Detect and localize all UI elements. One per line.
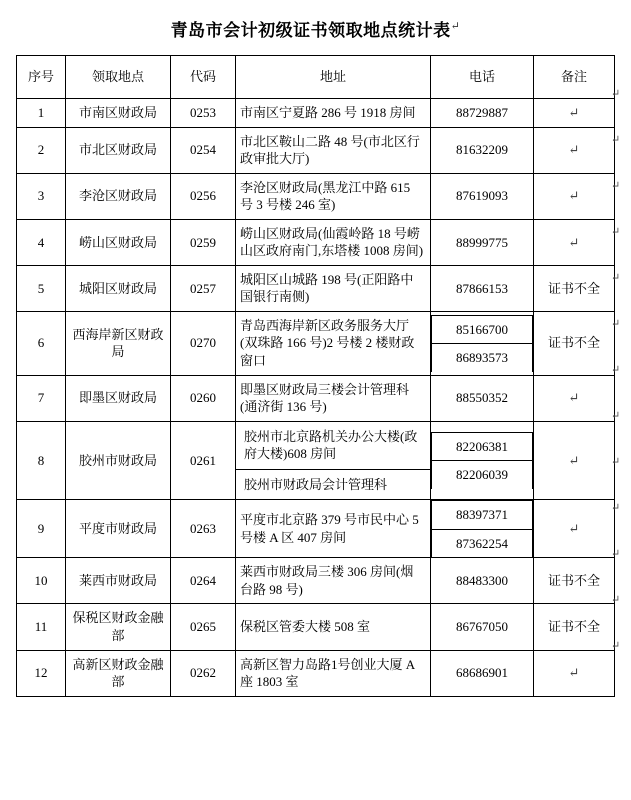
table-row [17, 604, 615, 650]
paragraph-mark: ↵ [611, 318, 621, 330]
cell-phone: 68686901 [431, 650, 534, 696]
cell-phone: 82206381 [432, 432, 533, 461]
cell-no: 2 [17, 127, 66, 173]
table-row [17, 99, 615, 128]
table-row [17, 311, 615, 375]
cell-no: 7 [17, 375, 66, 421]
cell-address: 保税区管委大楼 508 室 [236, 604, 431, 650]
page-title [0, 16, 631, 41]
cell-location: 莱西市财政局 [66, 558, 171, 604]
cell-address: 即墨区财政局三楼会计管理科(通济街 136 号) [236, 375, 431, 421]
paragraph-mark: ↵ [611, 226, 621, 238]
cell-location: 李沧区财政局 [66, 173, 171, 219]
paragraph-mark: ↵ [611, 640, 621, 652]
cell-location: 市北区财政局 [66, 127, 171, 173]
cell-location: 市南区财政局 [66, 99, 171, 128]
cell-address: 李沧区财政局(黑龙江中路 615 号 3 号楼 246 室) [236, 173, 431, 219]
cell-no: 8 [17, 421, 66, 500]
table-row [17, 500, 615, 558]
cell-phone: 88483300 [431, 558, 534, 604]
cell-code: 0253 [171, 99, 236, 128]
column-header-no: 序号 [17, 56, 66, 99]
cell-no: 12 [17, 650, 66, 696]
cell-note: 证书不全 [534, 311, 615, 375]
cell-address: 市北区鞍山二路 48 号(市北区行政审批大厅) [236, 127, 431, 173]
cell-phone: 87866153 [431, 265, 534, 311]
paragraph-mark: ↵ [611, 134, 621, 146]
cell-note: 证书不全 [534, 604, 615, 650]
cell-code: 0265 [171, 604, 236, 650]
cell-location: 胶州市财政局 [66, 421, 171, 500]
column-header-code: 代码 [171, 56, 236, 99]
cell-address: 市南区宁夏路 286 号 1918 房间 [236, 99, 431, 128]
phone-list [431, 315, 533, 372]
cell-note: 证书不全 [534, 265, 615, 311]
cell-note: ↵ [534, 219, 615, 265]
cell-code: 0264 [171, 558, 236, 604]
table-body [17, 99, 615, 697]
cell-no: 10 [17, 558, 66, 604]
paragraph-marks-column [611, 71, 625, 669]
cell-phone-group [431, 421, 534, 500]
cell-code: 0257 [171, 265, 236, 311]
cell-code: 0256 [171, 173, 236, 219]
cell-location: 即墨区财政局 [66, 375, 171, 421]
paragraph-mark: ↵ [611, 456, 621, 468]
cell-phone: 86767050 [431, 604, 534, 650]
column-header-note: 备注 [534, 56, 615, 99]
table-header-row [17, 56, 615, 99]
cell-no: 3 [17, 173, 66, 219]
column-header-address: 地址 [236, 56, 431, 99]
phone-list [431, 432, 533, 489]
cell-note: ↵ [534, 375, 615, 421]
table-row [17, 265, 615, 311]
cell-code: 0254 [171, 127, 236, 173]
cell-location: 崂山区财政局 [66, 219, 171, 265]
cell-location: 高新区财政金融部 [66, 650, 171, 696]
cell-address: 平度市北京路 379 号市民中心 5 号楼 A 区 407 房间 [236, 500, 431, 558]
cell-note: 证书不全 [534, 558, 615, 604]
table-row [17, 127, 615, 173]
cell-no: 11 [17, 604, 66, 650]
cell-no: 6 [17, 311, 66, 375]
cell-code: 0262 [171, 650, 236, 696]
cell-note: ↵ [534, 99, 615, 128]
certificate-pickup-table [16, 55, 615, 697]
cell-no: 1 [17, 99, 66, 128]
cell-address: 青岛西海岸新区政务服务大厅(双珠路 166 号)2 号楼 2 楼财政窗口 [236, 311, 431, 375]
cell-code: 0260 [171, 375, 236, 421]
cell-code: 0259 [171, 219, 236, 265]
cell-phone: 88550352 [431, 375, 534, 421]
cell-phone: 82206039 [432, 461, 533, 489]
cell-location: 西海岸新区财政局 [66, 311, 171, 375]
cell-phone: 87362254 [432, 529, 533, 557]
table-row [17, 173, 615, 219]
paragraph-mark: ↵ [611, 594, 621, 606]
cell-code: 0263 [171, 500, 236, 558]
cell-note: ↵ [534, 500, 615, 558]
cell-address: 胶州市财政局会计管理科 [244, 476, 388, 492]
cell-note: ↵ [534, 173, 615, 219]
cell-phone: 88397371 [432, 501, 533, 530]
cell-phone: 87619093 [431, 173, 534, 219]
cell-address-group [236, 421, 431, 500]
cell-location: 平度市财政局 [66, 500, 171, 558]
paragraph-mark: ↵ [611, 502, 621, 514]
cell-note: ↵ [534, 650, 615, 696]
cell-note: ↵ [534, 127, 615, 173]
paragraph-mark: ↵ [611, 88, 621, 100]
cell-phone: 88729887 [431, 99, 534, 128]
cell-code: 0261 [171, 421, 236, 500]
cell-phone: 86893573 [432, 344, 533, 372]
document-page [0, 16, 631, 800]
paragraph-mark: ↵ [611, 272, 621, 284]
cell-phone-group [431, 311, 534, 375]
cell-location: 保税区财政金融部 [66, 604, 171, 650]
cell-address: 胶州市北京路机关办公大楼(政府大楼)608 房间 [236, 422, 430, 470]
cell-address: 莱西市财政局三楼 306 房间(烟台路 98 号) [236, 558, 431, 604]
table-row [17, 558, 615, 604]
cell-address: 高新区智力岛路1号创业大厦 A 座 1803 室 [236, 650, 431, 696]
cell-address: 崂山区财政局(仙霞岭路 18 号崂山区政府南门,东塔楼 1008 房间) [236, 219, 431, 265]
paragraph-mark: ↵ [450, 20, 461, 33]
column-header-phone: 电话 [431, 56, 534, 99]
cell-location: 城阳区财政局 [66, 265, 171, 311]
paragraph-mark: ↵ [611, 180, 621, 192]
paragraph-mark: ↵ [611, 410, 621, 422]
cell-note: ↵ [534, 421, 615, 500]
page-title-text: 青岛市会计初级证书领取地点统计表 [170, 21, 451, 40]
table-row [17, 650, 615, 696]
cell-phone: 81632209 [431, 127, 534, 173]
table-row [17, 375, 615, 421]
table-row [17, 421, 615, 500]
cell-phone: 88999775 [431, 219, 534, 265]
table-header [17, 56, 615, 99]
column-header-location: 领取地点 [66, 56, 171, 99]
cell-no: 9 [17, 500, 66, 558]
cell-phone: 85166700 [432, 315, 533, 344]
cell-no: 4 [17, 219, 66, 265]
cell-code: 0270 [171, 311, 236, 375]
paragraph-mark: ↵ [611, 548, 621, 560]
cell-address: 城阳区山城路 198 号(正阳路中国银行南侧) [236, 265, 431, 311]
paragraph-mark: ↵ [611, 364, 621, 376]
cell-no: 5 [17, 265, 66, 311]
phone-list [431, 500, 533, 557]
table-row [17, 219, 615, 265]
cell-phone-group [431, 500, 534, 558]
